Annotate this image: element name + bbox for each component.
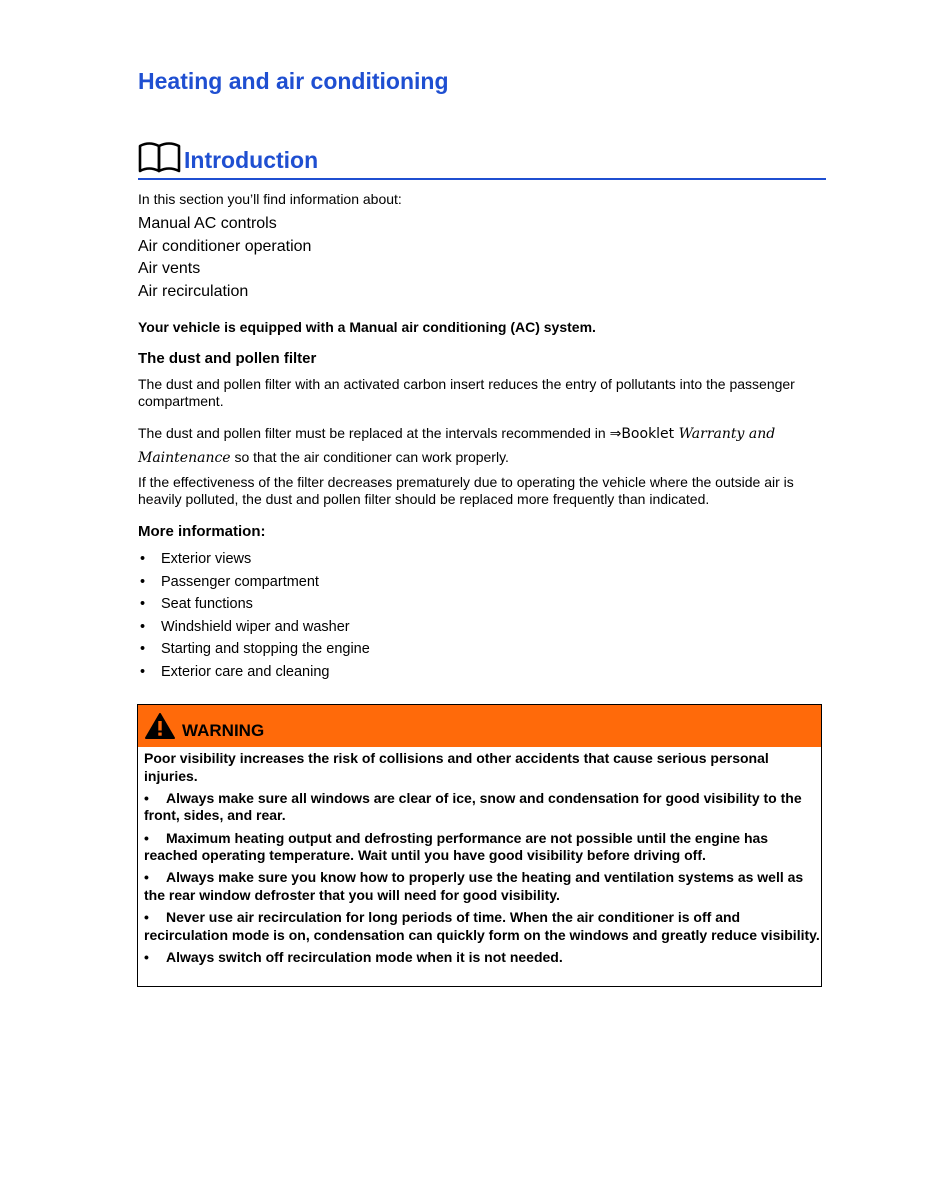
warning-triangle-icon [144, 712, 176, 740]
warranty-maintenance-reference: Warranty and Maintenance [138, 426, 776, 466]
intro-line: In this section you’ll find information about: [138, 191, 402, 207]
warning-item [144, 790, 820, 825]
warning-body [144, 750, 820, 971]
book-icon [138, 140, 182, 174]
topic-item: Manual AC controls [138, 215, 277, 232]
warning-item [144, 830, 820, 865]
section-header [138, 138, 826, 180]
topic-item: Air recirculation [138, 283, 249, 301]
more-info-link[interactable]: • Seat functions [138, 593, 370, 616]
warning-label: WARNING [182, 721, 265, 740]
warning-intro: Poor visibility increases the risk of collisions and other accidents that cause serious personal injuries. [144, 750, 769, 784]
filter-p2-text-end: so that the air conditioner can work properly. [230, 449, 509, 465]
equipped-note: Your vehicle is equipped with a Manual air conditioning (AC) system. [138, 319, 596, 335]
warning-header [138, 705, 821, 747]
more-info-link[interactable]: • Passenger compartment [138, 571, 370, 594]
warning-item [144, 949, 820, 967]
warning-item-text: Never use air recirculation for long periods of time. When the air conditioner is off and recirculation mode is on, condensation can quickly form on the windows and greatly reduce visibility. [144, 909, 820, 943]
bullet-icon: • [144, 869, 149, 886]
filter-p2-text: The dust and pollen filter must be replaced at the intervals recommended in [138, 425, 610, 441]
chapter-title: Heating and air conditioning [138, 68, 449, 94]
arrow-reference-icon: ⇒ [609, 426, 622, 442]
more-info-link[interactable]: • Windshield wiper and washer [138, 616, 370, 639]
warning-item-text: Always switch off recirculation mode when it is not needed. [166, 948, 563, 965]
warning-item [144, 869, 820, 904]
bullet-icon: • [144, 789, 149, 806]
warning-item [144, 909, 820, 944]
warning-item-text: Maximum heating output and defrosting performance are not possible until the engine has reached operating temperature. Wait until you have good visibility before driving off. [144, 829, 769, 864]
more-info-heading: More information: [138, 523, 266, 540]
more-info-link[interactable]: • Exterior care and cleaning [138, 661, 370, 684]
topic-item: Air vents [138, 260, 201, 278]
warning-item-text: Always make sure all windows are clear of ice, snow and condensation for good visibility to the front, sides, and rear. [144, 789, 802, 824]
filter-paragraph-3: If the effectiveness of the filter decreases prematurely due to operating the vehicle where the outside air is heavily polluted, the dust and pollen filter should be replaced more frequently than indicated. [138, 474, 794, 507]
more-info-link[interactable]: • Exterior views [138, 548, 370, 571]
warning-item-text: Always make sure you know how to properly use the heating and ventilation systems as well as the rear window defroster that you will need for good visibility. [144, 869, 804, 903]
topic-list [138, 213, 311, 304]
topic-item: Air conditioner operation [138, 237, 312, 255]
filter-paragraph-2 [138, 422, 828, 470]
filter-paragraph-1: The dust and pollen filter with an activated carbon insert reduces the entry of pollutants into the passenger compartment. [138, 376, 795, 409]
more-info-link[interactable]: • Starting and stopping the engine [138, 638, 370, 661]
bullet-icon: • [144, 909, 149, 926]
booklet-reference: Booklet [621, 426, 679, 442]
bullet-icon: • [144, 829, 149, 846]
bullet-icon: • [144, 948, 149, 965]
section-title: Introduction [184, 147, 319, 173]
more-info-list [138, 548, 370, 684]
warning-box [137, 704, 822, 987]
filter-heading: The dust and pollen filter [138, 350, 317, 367]
